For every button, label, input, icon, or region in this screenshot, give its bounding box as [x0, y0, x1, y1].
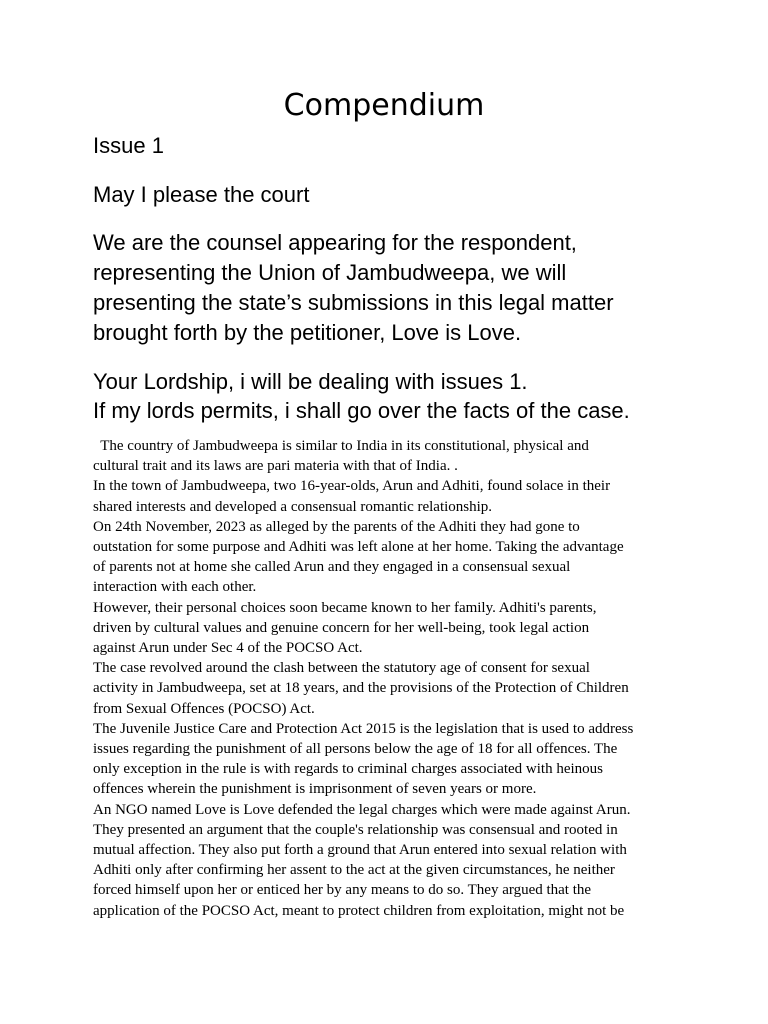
issues-statement [93, 367, 693, 425]
facts-line: only exception in the rule is with regards to criminal charges associated with heinous [93, 761, 604, 778]
intro-line: representing the Union of Jambudweepa, we will [93, 260, 567, 285]
facts-line: The Juvenile Justice Care and Protection Act 2015 is the legislation that is used to address [93, 720, 634, 737]
facts-line: In the town of Jambudweepa, two 16-year-olds, Arun and Adhiti, found solace in their [93, 478, 611, 495]
facts-line: against Arun under Sec 4 of the POCSO Act. [93, 640, 363, 657]
greeting-line: May I please the court [93, 182, 310, 207]
facts-line: On 24th November, 2023 as alleged by the parents of the Adhiti they had gone to [93, 518, 580, 535]
facts-of-the-case [93, 436, 693, 921]
introduction-paragraph [93, 228, 683, 348]
document-title: Compendium [283, 88, 485, 123]
facts-line: issues regarding the punishment of all persons below the age of 18 for all offences. The [93, 741, 618, 758]
facts-line: However, their personal choices soon became known to her family. Adhiti's parents, [93, 599, 597, 616]
facts-line: The case revolved around the clash between the statutory age of consent for sexual [93, 660, 590, 677]
facts-line: An NGO named Love is Love defended the legal charges which were made against Arun. [93, 801, 631, 818]
issues-line: Your Lordship, i will be dealing with issues 1. [93, 369, 528, 394]
facts-line: cultural trait and its laws are pari materia with that of India. . [93, 458, 458, 475]
facts-line: mutual affection. They also put forth a ground that Arun entered into sexual relation with [93, 842, 627, 859]
intro-line: presenting the state’s submissions in this legal matter [93, 290, 614, 315]
issues-line: If my lords permits, i shall go over the facts of the case. [93, 398, 630, 423]
facts-line: shared interests and developed a consensual romantic relationship. [93, 498, 493, 515]
facts-line: of parents not at home she called Arun and they engaged in a consensual sexual [93, 559, 571, 576]
facts-line: from Sexual Offences (POCSO) Act. [93, 700, 315, 717]
issue-heading: Issue 1 [93, 133, 164, 158]
facts-line: application of the POCSO Act, meant to protect children from exploitation, might not be [93, 902, 625, 919]
facts-line: outstation for some purpose and Adhiti was left alone at her home. Taking the advantage [93, 539, 624, 556]
facts-line: The country of Jambudweepa is similar to India in its constitutional, physical and [93, 438, 589, 454]
facts-line: interaction with each other. [93, 579, 257, 596]
intro-line: brought forth by the petitioner, Love is Love. [93, 320, 522, 345]
facts-line: forced himself upon her or enticed her by any means to do so. They argued that the [93, 882, 592, 899]
intro-line: We are the counsel appearing for the respondent, [93, 230, 577, 255]
facts-line: offences wherein the punishment is imprisonment of seven years or more. [93, 781, 537, 798]
facts-line: activity in Jambudweepa, set at 18 years, and the provisions of the Protection of Children [93, 680, 629, 697]
facts-line: They presented an argument that the couple's relationship was consensual and rooted in [93, 821, 618, 838]
facts-line: driven by cultural values and genuine concern for her well-being, took legal action [93, 619, 590, 636]
facts-line: Adhiti only after confirming her assent to the act at the given circumstances, he neither [93, 862, 615, 879]
